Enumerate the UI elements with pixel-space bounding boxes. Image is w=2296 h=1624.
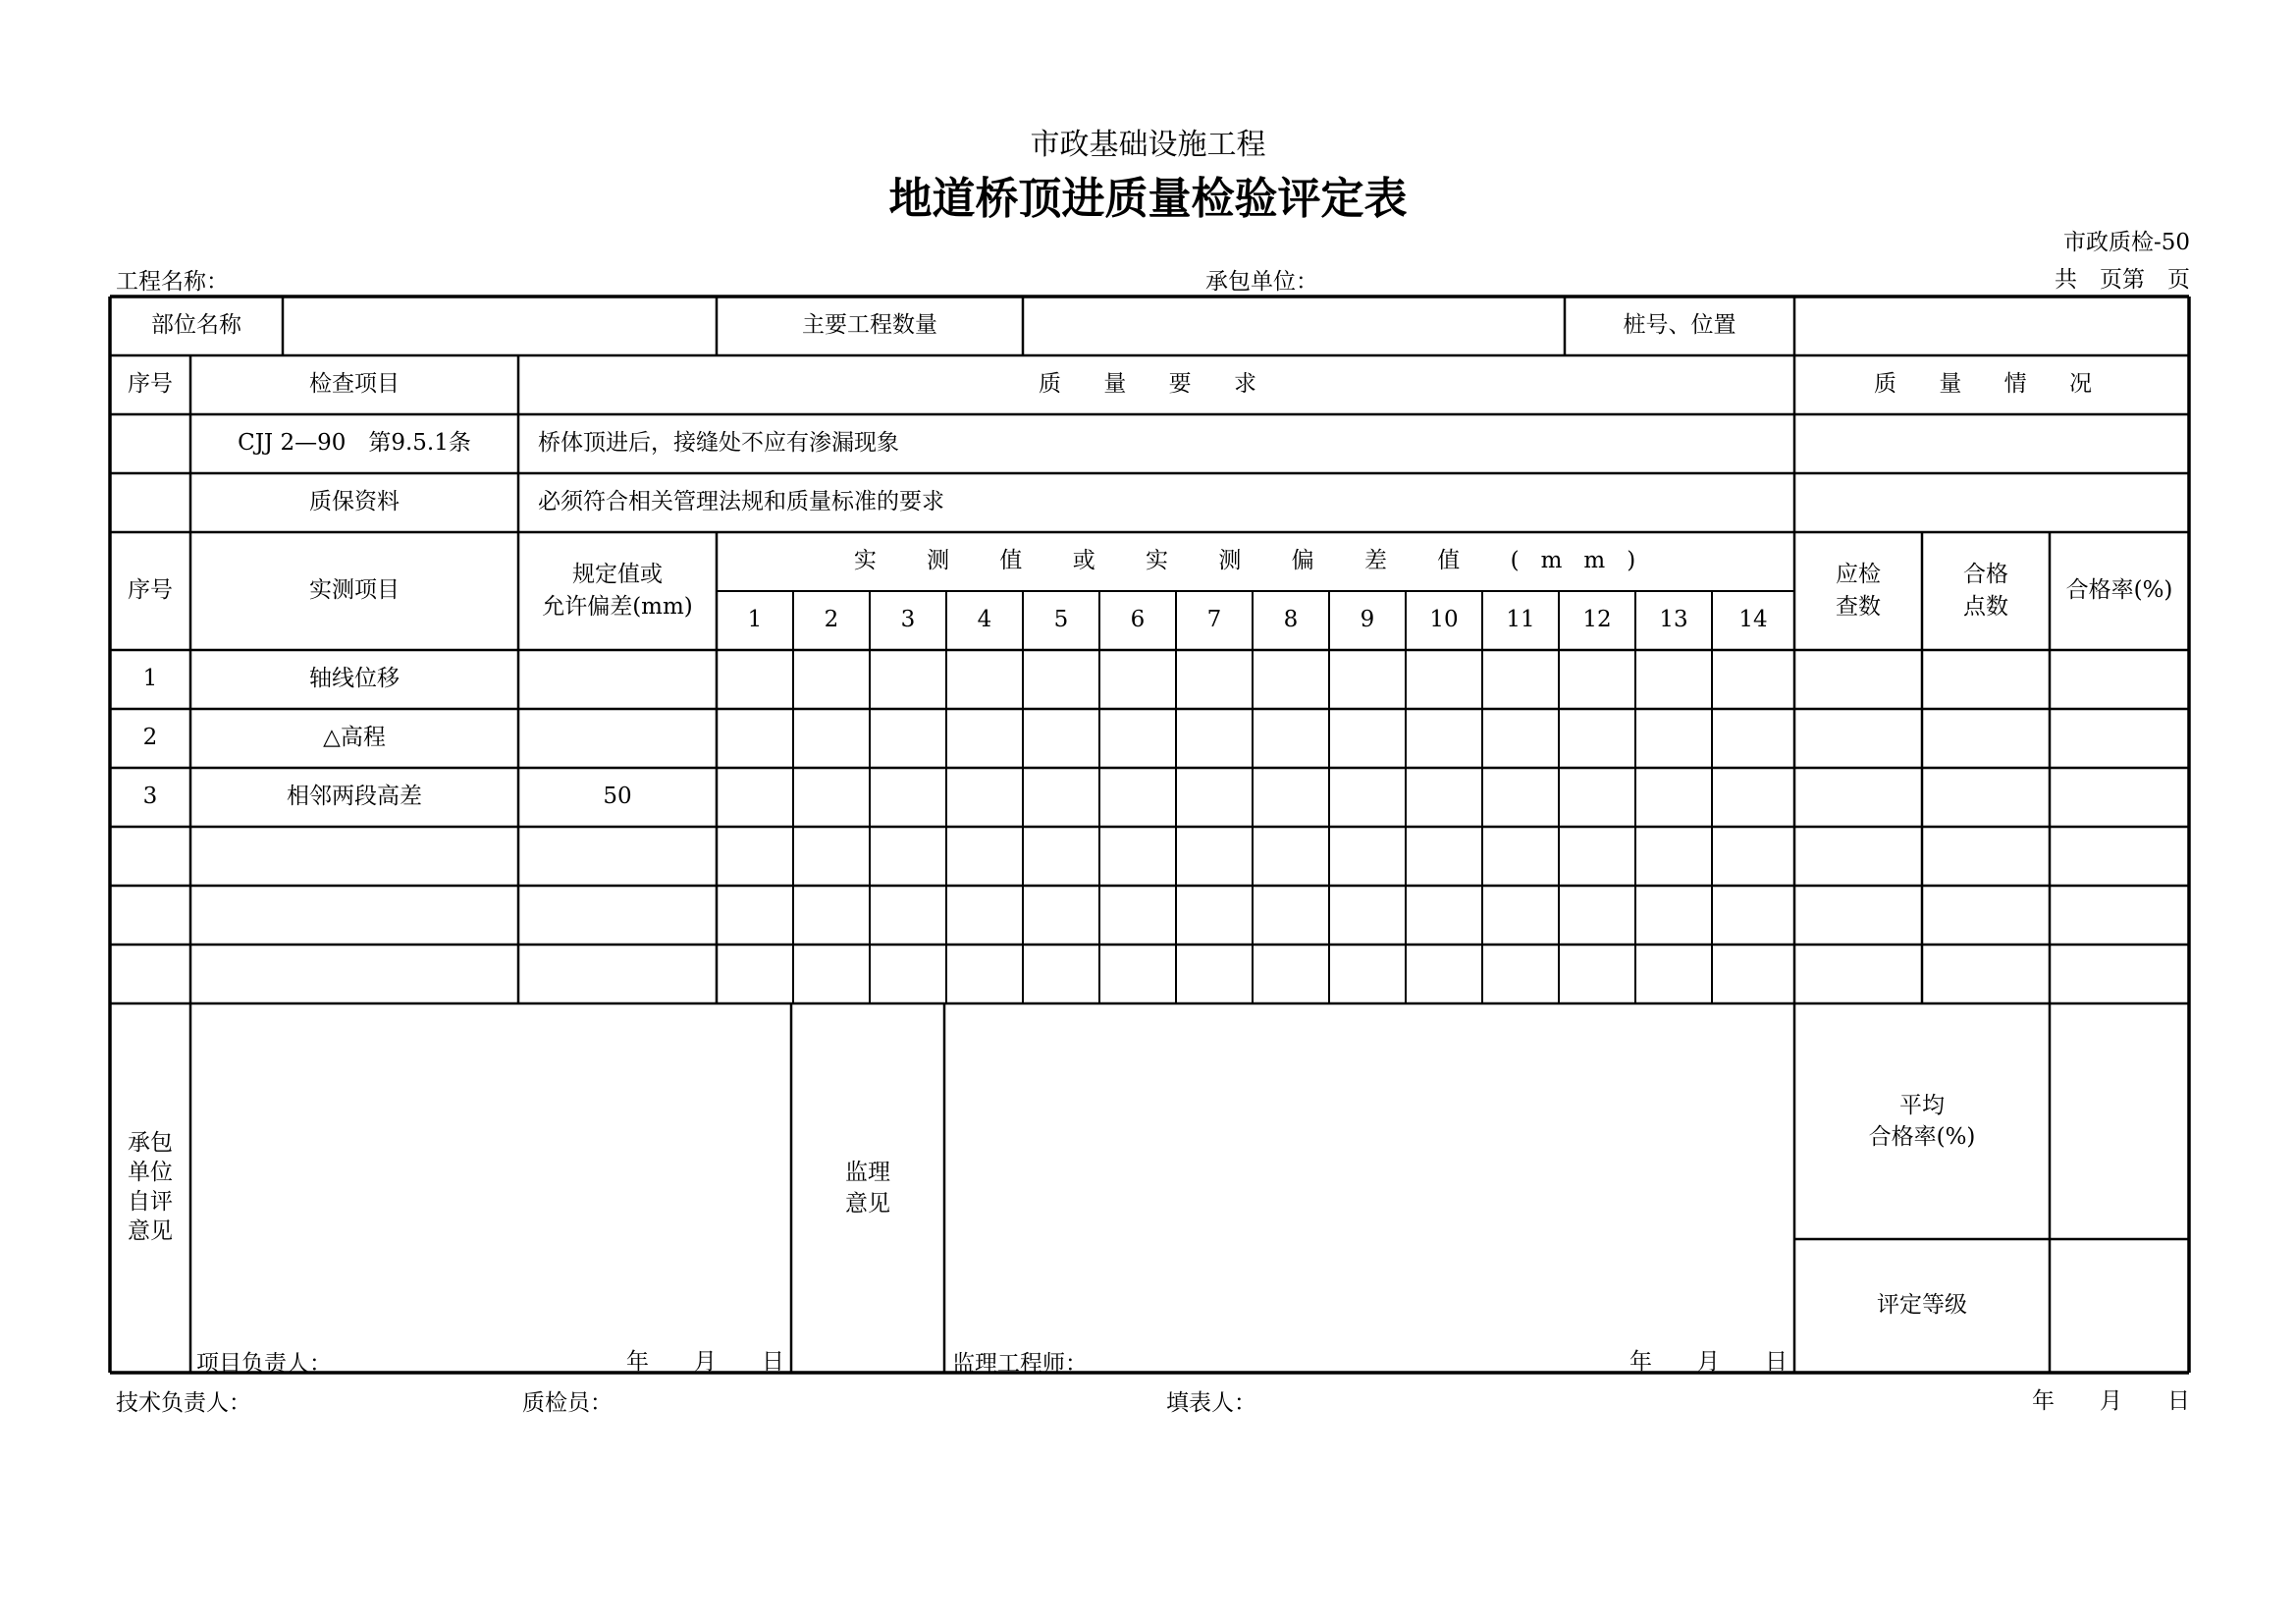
supervision-opinion-line: 监理 — [845, 1159, 890, 1185]
meas-item-header: 实测项目 — [309, 577, 400, 604]
meas-passed-header-line1: 合格 — [1963, 561, 2008, 587]
project-name-label: 工程名称： — [116, 269, 229, 295]
meas-checked-header-line2: 查数 — [1836, 594, 1881, 620]
meas-rate-header: 合格率(%) — [2065, 577, 2173, 604]
meas-spec-header-line1: 规定值或 — [572, 561, 663, 587]
project-manager-label: 项目负责人： — [196, 1351, 332, 1377]
req-row-status-field[interactable] — [1794, 473, 2189, 532]
station-field[interactable] — [1794, 297, 2189, 355]
contractor-opinion-label — [110, 1003, 190, 1373]
meas-checked-header — [1794, 532, 1922, 650]
req-row-item: CJJ 2—90 第9.5.1条 — [238, 430, 471, 457]
contractor-label: 承包单位： — [1205, 269, 1318, 295]
main-quantity-label: 主要工程数量 — [802, 312, 937, 339]
req-requirement-header: 质 量 要 求 — [1039, 371, 1274, 398]
part-name-label: 部位名称 — [151, 312, 241, 339]
point-number-11: 11 — [1506, 607, 1535, 633]
contractor-opinion-line: 单位 — [128, 1160, 173, 1186]
meas-spec-header-line2: 允许偏差(mm) — [542, 594, 693, 620]
meas-values-header: 实 测 值 或 实 测 偏 差 值 (mm) — [853, 548, 1658, 574]
supervisor-date: 年 月 日 — [1629, 1349, 1788, 1375]
point-number-12: 12 — [1582, 607, 1612, 633]
req-row-requirement: 桥体顶进后，接缝处不应有渗漏现象 — [538, 430, 899, 457]
meas-passed-header — [1922, 532, 2050, 650]
meas-row-spec[interactable]: 50 — [603, 784, 632, 810]
point-number-14: 14 — [1738, 607, 1768, 633]
contractor-date: 年 月 日 — [626, 1349, 784, 1375]
point-number-6: 6 — [1130, 607, 1146, 633]
point-number-10: 10 — [1429, 607, 1459, 633]
meas-row-item: △高程 — [323, 725, 386, 751]
footer-date: 年 月 日 — [2032, 1388, 2190, 1414]
point-number-3: 3 — [900, 607, 916, 633]
contractor-opinion-line: 承包 — [128, 1130, 173, 1157]
avg-rate-field[interactable] — [2050, 1003, 2189, 1239]
meas-row-seq: 3 — [142, 784, 158, 810]
station-label: 桩号、位置 — [1623, 312, 1736, 339]
form-title: 地道桥顶进质量检验评定表 — [888, 174, 1408, 224]
point-number-13: 13 — [1659, 607, 1688, 633]
req-row-item: 质保资料 — [309, 489, 400, 515]
req-item-header: 检查项目 — [309, 371, 400, 398]
point-number-9: 9 — [1360, 607, 1375, 633]
grade-label: 评定等级 — [1877, 1292, 1967, 1319]
meas-row-item: 相邻两段高差 — [287, 784, 422, 810]
point-number-4: 4 — [977, 607, 992, 633]
meas-row-seq: 2 — [142, 725, 158, 751]
req-row-status-field[interactable] — [1794, 414, 2189, 473]
grade-field[interactable] — [2050, 1239, 2189, 1373]
meas-row-item: 轴线位移 — [309, 666, 400, 692]
avg-rate-line1: 平均 — [1899, 1092, 1945, 1118]
point-number-2: 2 — [824, 607, 839, 633]
meas-checked-header-line1: 应检 — [1836, 561, 1881, 587]
req-row-requirement: 必须符合相关管理法规和质量标准的要求 — [538, 489, 944, 515]
avg-rate-line2: 合格率(%) — [1868, 1124, 1976, 1150]
tech-lead-label: 技术负责人： — [116, 1390, 251, 1416]
point-number-8: 8 — [1283, 607, 1299, 633]
contractor-opinion-line: 意见 — [128, 1218, 173, 1244]
meas-row-spec[interactable] — [518, 709, 717, 768]
part-name-field[interactable] — [283, 297, 717, 355]
point-number-1: 1 — [747, 607, 763, 633]
inspector-label: 质检员： — [522, 1390, 613, 1416]
point-number-7: 7 — [1206, 607, 1222, 633]
meas-seq-header: 序号 — [128, 577, 173, 604]
filler-label: 填表人： — [1166, 1390, 1256, 1416]
meas-passed-header-line2: 点数 — [1963, 594, 2008, 620]
page-label: 共 页第 页 — [2055, 267, 2190, 293]
form-code: 市政质检-50 — [2062, 230, 2190, 255]
meas-spec-header — [518, 532, 717, 650]
req-seq-header: 序号 — [128, 371, 173, 398]
meas-row-spec[interactable] — [518, 650, 717, 709]
contractor-opinion-line: 自评 — [128, 1189, 173, 1215]
avg-rate-label — [1794, 1003, 2050, 1239]
supervision-opinion-line: 意见 — [845, 1191, 890, 1217]
form-subtitle: 市政基础设施工程 — [1030, 128, 1266, 162]
req-status-header: 质 量 情 况 — [1874, 371, 2109, 398]
point-number-5: 5 — [1053, 607, 1069, 633]
supervision-opinion-label — [791, 1003, 944, 1373]
supervisor-label: 监理工程师： — [952, 1351, 1088, 1377]
meas-row-seq: 1 — [142, 666, 158, 692]
main-quantity-field[interactable] — [1023, 297, 1565, 355]
